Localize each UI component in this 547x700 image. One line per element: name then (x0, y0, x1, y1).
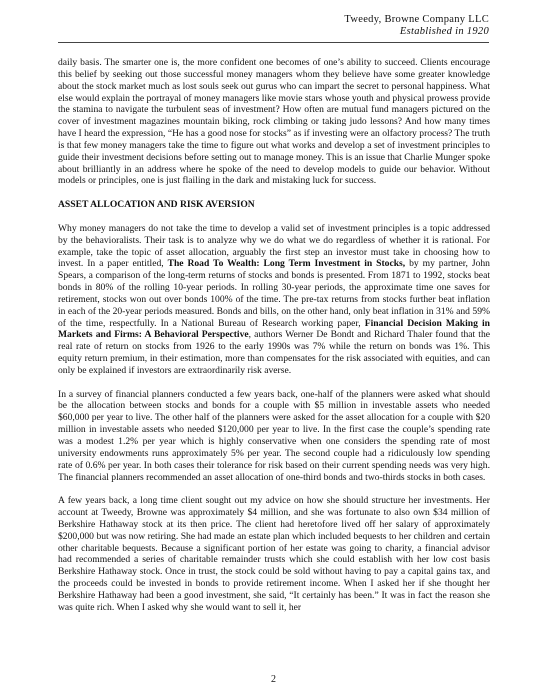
document-body (58, 57, 490, 626)
section-heading: ASSET ALLOCATION AND RISK AVERSION (58, 199, 255, 211)
company-name: Tweedy, Browne Company LLC (344, 14, 489, 25)
paragraph-3: In a survey of financial planners conducted a few years back, one-half of the planners were asked what should be the allocation between stocks and bonds for a couple with $5 million in investable assets who needed $60,000 per year to live. The other half of the planners were asked for the asset allocation for a couple with $20 million in investable assets who needed $120,000 per year to live. In the first case the couple’s spending rate was a modest 1.2% per year which is highly conservative when one considers the spending rate of most university endowments runs approximately 5% per year. The second couple had a ridiculously low spending rate of 0.6% per year. In both cases their tolerance for risk based on their current spending needs was very high. The financial planners recommended an asset allocation of one-third bonds and two-thirds stocks in both cases. (58, 388, 490, 483)
company-tagline: Established in 1920 (399, 26, 489, 37)
paragraph-2-text-a: Why money managers do not take the time to develop a valid set of investment principles is a topic addressed by the behavioralists. Their task is to analyze why we do what we do regardless of whether it is rational. For example, take the topic of asset allocation, arguably the first step an investor must take in choosing how to invest. In a paper entitled, (58, 222, 490, 270)
header-rule (58, 42, 489, 43)
paragraph-2 (58, 223, 490, 377)
paper-title-road-to-wealth: The Road To Wealth: Long Term Investment in Stocks, (167, 258, 406, 270)
paragraph-4: A few years back, a long time client sought out my advice on how she should structure her investments. Her account at Tweedy, Browne was approximately $4 million, and she was fortunate to also own $34 million of Berkshire Hathaway stock at its then price. The client had heretofore lived off her salary of approximately $200,000 but was now retiring. She had made an estate plan which included bequests to her children and certain other charitable bequests. Because a significant portion of her estate was going to charity, a financial advisor had recommended a series of charitable remainder trusts which she could establish with her low cost basis Berkshire Hathaway stock. Once in trust, the stock could be sold without having to pay a capital gains tax, and the proceeds could be invested in bonds to provide retirement income. When I asked her if she thought her Berkshire Hathaway had been a good investment, she said, “It certainly has been.” It was in fact the reason she was quite rich. When I asked why she would want to sell it, her (58, 495, 490, 613)
letterhead (344, 14, 489, 38)
paper-title-financial-decision-making: Financial Decision Making in Markets and Firms: A Behavioral Perspective (58, 317, 491, 341)
paragraph-1: daily basis. The smarter one is, the more confident one becomes of one’s ability to succeed. Clients encourage this belief by seeking out those successful money managers whom they believe have some greater knowledge about the stock market much as lost souls seek out gurus who can impart the secret to personal happiness. What else would explain the portrayal of money managers like movie stars whose youth and physical prowess provide the stamina to navigate the turbulent seas of investment? How often are mutual fund managers pictured on the cover of investment magazines mountain biking, rock climbing or taking judo lessons? And how many times have I heard the expression, “He has a good nose for stocks” as if investing were an olfactory process? The truth is that few money managers take the time to figure out what works and develop a set of investment principles to guide their investment decisions before setting out to manage money. This is an issue that Charlie Munger spoke about brilliantly in an address where he spoke of the need to develop models to guide our behavior. Without models or principles, one is just flailing in the dark and mistaking luck for success. (58, 57, 490, 187)
paragraph-2-text-c: by my partner, John Spears, a comparison of the long-term returns of stocks and bonds is presented. From 1871 to 1992, stocks beat bonds in 80% of the rolling 10-year periods. In rolling 30-year periods, the approximate time one saves for retirement, stocks won out over bonds 100% of the time. The pre-tax returns from stocks further beat inflation in each of the 20-year periods measured. Bonds and bills, on the other hand, only beat inflation in 31% and 59% of the time, respectfully. In a National Bureau of Research working paper, (58, 258, 490, 329)
page-number: 2 (271, 674, 276, 685)
paragraph-2-text-e: , authors Werner De Bondt and Richard Thaler found that the real rate of return on stocks from 1926 to the early 1990s was 7% while the return on bonds was 1%. This equity return premium, in their estimation, more than compensates for the risk associated with equities, and can only be explained if investors are extraordinarily risk averse. (58, 329, 490, 376)
